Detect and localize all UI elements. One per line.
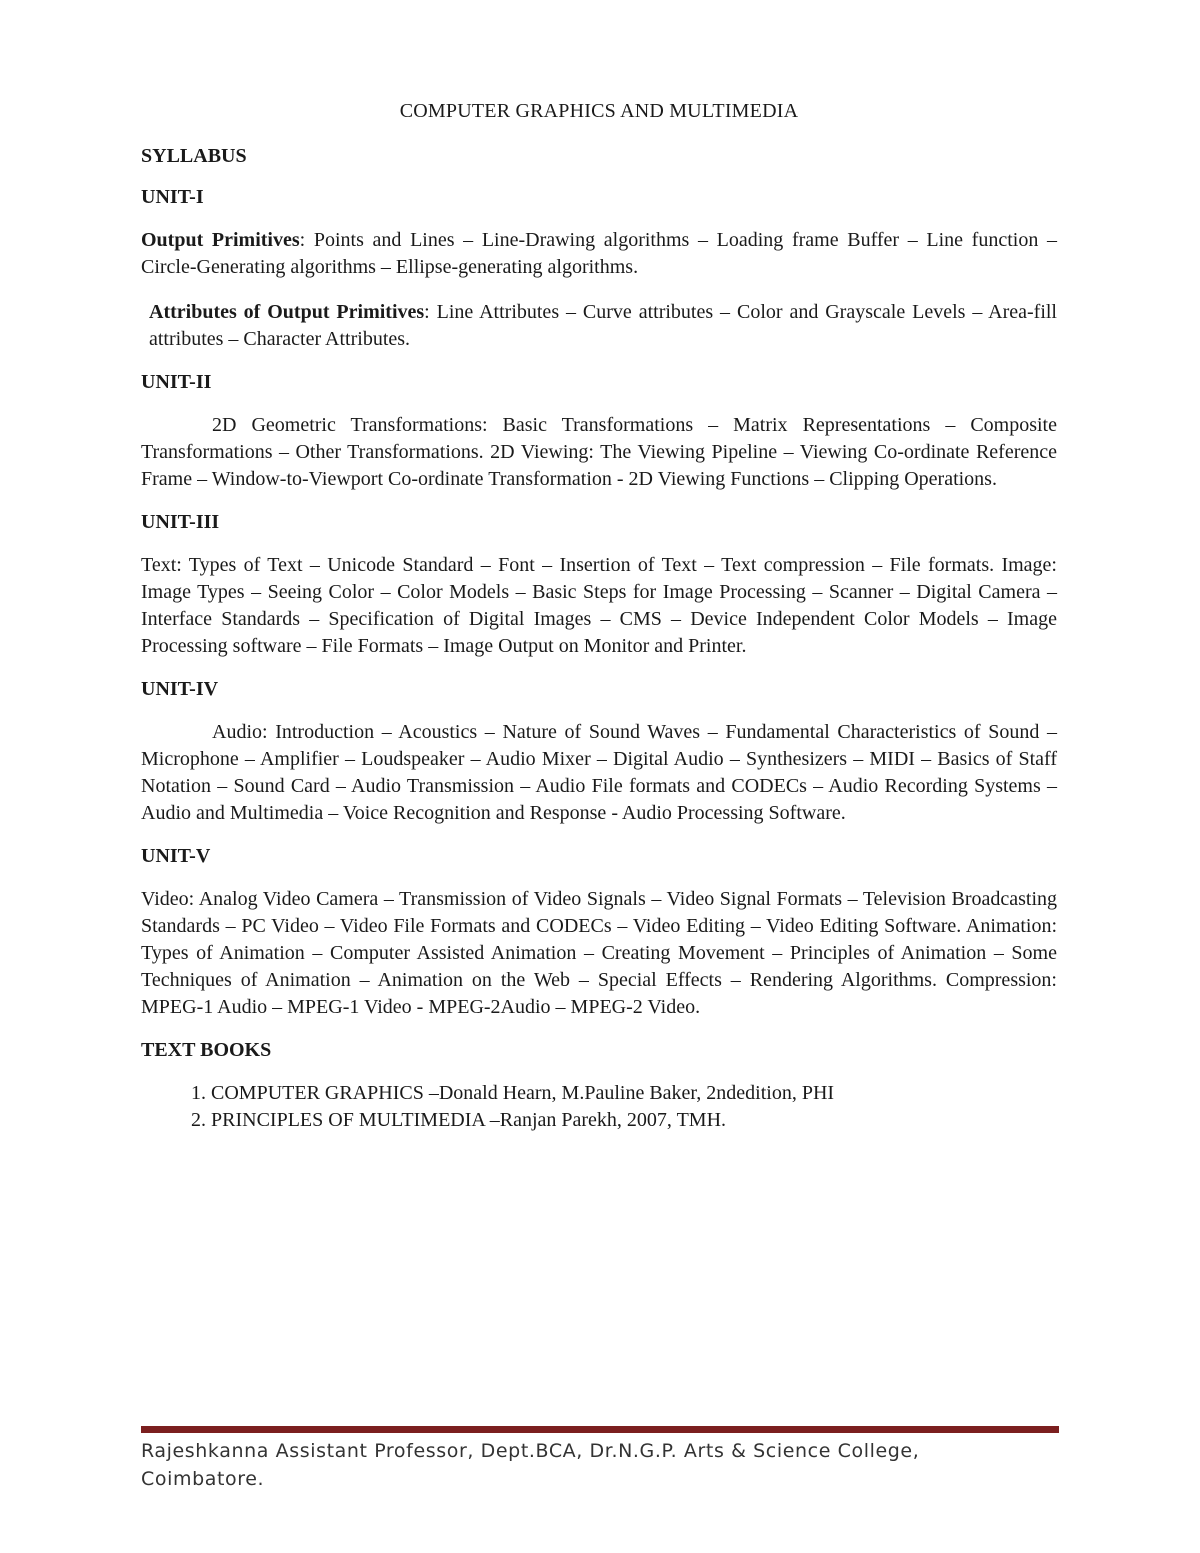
unit-1-output-primitives-text: : Points and Lines – Line-Drawing algorithms – Loading frame Buffer – Line function – Circle-Generating algorithms – Ellipse-generating algorithms. [141, 229, 1057, 278]
textbooks-list [141, 1080, 1057, 1134]
unit-1-attributes-lead: Attributes of Output Primitives [149, 301, 425, 323]
footer-line-2: Coimbatore. [141, 1468, 265, 1490]
unit-2-text: 2D Geometric Transformations: Basic Transformations – Matrix Representations – Composite Transformations – Other Transformations. 2D Viewing: The Viewing Pipeline – Viewing Co-ordinate Reference Frame – Window-to-Viewport Co-ordinate Transformation - 2D Viewing Functions – Clipping Operations. [141, 414, 1057, 490]
textbook-item: 2. PRINCIPLES OF MULTIMEDIA –Ranjan Parekh, 2007, TMH. [211, 1107, 1057, 1134]
syllabus-heading: SYLLABUS [141, 145, 247, 167]
unit-1-attributes-text: : Line Attributes – Curve attributes – Color and Grayscale Levels – Area-fill attributes – Character Attributes. [149, 301, 1057, 350]
unit-5-text: Video: Analog Video Camera – Transmission of Video Signals – Video Signal Formats – Television Broadcasting Standards – PC Video – Video File Formats and CODECs – Video Editing – Video Editing Software. Animation: Types of Animation – Computer Assisted Animation – Creating Movement – Principles of Animation – Some Techniques of Animation – Animation on the Web – Special Effects – Rendering Algorithms. Compression: MPEG-1 Audio – MPEG-1 Video - MPEG-2Audio – MPEG-2 Video. [141, 888, 1057, 1018]
unit-1-output-primitives [141, 227, 1057, 281]
unit-1-heading: UNIT-I [141, 186, 204, 208]
unit-1-output-primitives-lead: Output Primitives [141, 229, 300, 251]
unit-5-heading: UNIT-V [141, 845, 211, 867]
unit-1-attributes [141, 299, 1057, 353]
unit-4-text: Audio: Introduction – Acoustics – Nature of Sound Waves – Fundamental Characteristics of Sound – Microphone – Amplifier – Loudspeaker – Audio Mixer – Digital Audio – Synthesizers – MIDI – Basics of Staff Notation – Sound Card – Audio Transmission – Audio File formats and CODECs – Audio Recording Systems – Audio and Multimedia – Voice Recognition and Response - Audio Processing Software. [141, 721, 1057, 824]
textbooks-heading: TEXT BOOKS [141, 1039, 272, 1061]
footer [141, 1437, 1101, 1493]
unit-3-heading: UNIT-III [141, 511, 220, 533]
textbook-item: 1. COMPUTER GRAPHICS –Donald Hearn, M.Pauline Baker, 2ndedition, PHI [211, 1080, 1057, 1107]
unit-4-heading: UNIT-IV [141, 678, 219, 700]
document-page [141, 100, 1057, 1134]
footer-line-1: Rajeshkanna Assistant Professor, Dept.BCA, Dr.N.G.P. Arts & Science College, [141, 1440, 920, 1462]
footer-rule [141, 1426, 1059, 1433]
page-title: COMPUTER GRAPHICS AND MULTIMEDIA [399, 100, 799, 122]
unit-2-heading: UNIT-II [141, 371, 212, 393]
unit-3-text: Text: Types of Text – Unicode Standard – Font – Insertion of Text – Text compression – File formats. Image: Image Types – Seeing Color – Color Models – Basic Steps for Image Processing – Scanner – Digital Camera – Interface Standards – Specification of Digital Images – CMS – Device Independent Color Models – Image Processing software – File Formats – Image Output on Monitor and Printer. [141, 554, 1057, 657]
